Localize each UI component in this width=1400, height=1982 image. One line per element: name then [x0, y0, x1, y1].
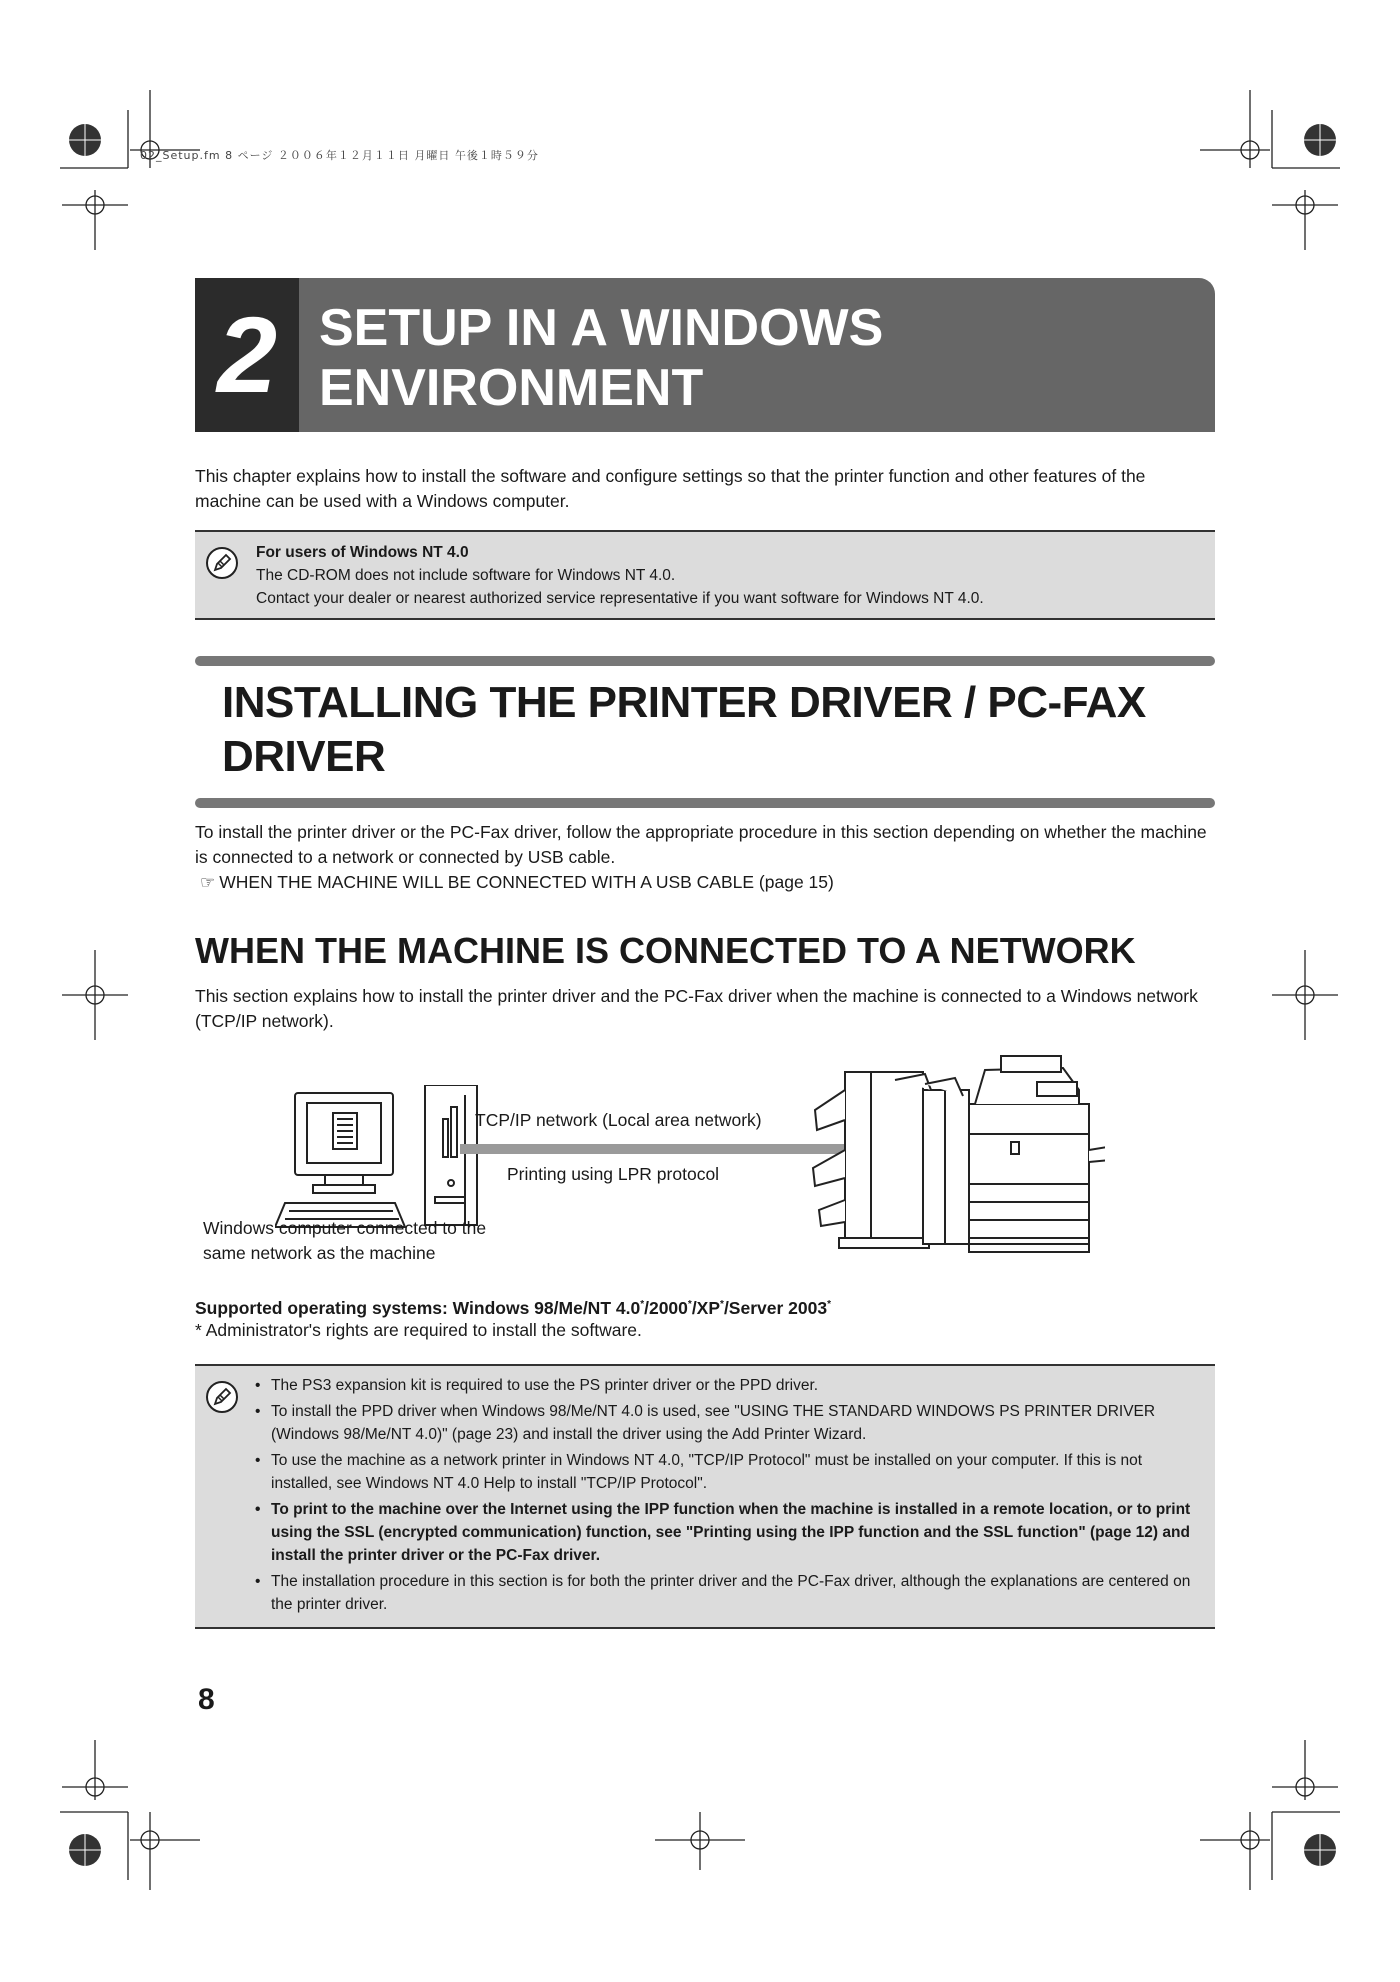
chapter-intro-text: This chapter explains how to install the software and configure settings so that the printer function and other features of the machine can be used with a Windows computer.: [195, 466, 1146, 511]
chapter-banner: [195, 278, 1215, 432]
note-list-item: • To print to the machine over the Internet using the IPP function when the machine is installed in a remote location, or to print using the SSL (encrypted communication) function, see "Printing using the IPP function and the SSL function" (page 12) and install the printer driver or the PC-Fax driver.: [255, 1498, 1205, 1567]
note-list-item: • The installation procedure in this section is for both the printer driver and the PC-Fax driver, although the explanations are centered on the printer driver.: [255, 1570, 1205, 1616]
os-footnote-marker: *: [720, 1299, 724, 1310]
hand-pointer-icon: ☞: [200, 873, 216, 892]
note-list-item: • To install the PPD driver when Windows 98/Me/NT 4.0 is used, see "USING THE STANDARD WINDOWS PS PRINTER DRIVER (Windows 98/Me/NT 4.0)" (page 23) and install the driver using the Add Printer Wizard.: [255, 1400, 1205, 1446]
note-line: The CD-ROM does not include software for Windows NT 4.0.: [256, 567, 676, 584]
computer-caption-line2: same network as the machine: [203, 1243, 436, 1263]
computer-caption: [203, 1216, 486, 1266]
os-footnote-marker: *: [827, 1299, 831, 1310]
supported-os-line: [195, 1292, 831, 1321]
admin-rights-note: * Administrator's rights are required to install the software.: [195, 1320, 642, 1340]
os-prefix: Supported operating systems: Windows 98/Me/NT 4.0: [195, 1297, 641, 1318]
subsection-title: WHEN THE MACHINE IS CONNECTED TO A NETWORK: [195, 930, 1136, 971]
note-box-nt4: [195, 530, 1215, 620]
os-footnote-marker: *: [687, 1299, 692, 1310]
usb-reference-link[interactable]: [200, 870, 834, 895]
section-rule-bottom: [195, 798, 1215, 808]
section-rule-top: [195, 656, 1215, 666]
chapter-title-line1: SETUP IN A WINDOWS: [319, 299, 884, 357]
installation-notes-list: [255, 1374, 1205, 1619]
tcpip-network-label: TCP/IP network (Local area network): [475, 1110, 762, 1130]
section-title-line2: DRIVER: [222, 732, 386, 781]
computer-caption-line1: Windows computer connected to the: [203, 1218, 487, 1238]
subsection-body-text: This section explains how to install the printer driver and the PC-Fax driver when the machine is connected to a Windows network (TCP/IP network).: [195, 986, 1198, 1031]
chapter-title-line2: ENVIRONMENT: [319, 359, 704, 417]
pencil-note-icon: [205, 1380, 239, 1414]
section-body-text: To install the printer driver or the PC-Fax driver, follow the appropriate procedure in this section depending on whether the machine is connected to a network or connected by USB cable.: [195, 822, 1207, 867]
note-list-item: • To use the machine as a network printer in Windows NT 4.0, "TCP/IP Protocol" must be installed on your computer. If this is not installed, see Windows NT 4.0 Help to install "TCP/IP Protocol".: [255, 1449, 1205, 1495]
note-box-nt4-text: [256, 541, 984, 610]
section-title-line1: INSTALLING THE PRINTER DRIVER / PC-FAX: [222, 678, 1146, 727]
chapter-number-box: [195, 278, 299, 432]
file-header-stamp: 02_Setup.fm 8 ページ ２００６年１２月１１日 月曜日 午後１時５９分: [140, 149, 539, 162]
section-title: [222, 676, 1202, 784]
multifunction-printer-illustration: [805, 1050, 1105, 1260]
chapter-number: 2: [216, 294, 278, 415]
note-list-item: • The PS3 expansion kit is required to use the PS printer driver or the PPD driver.: [255, 1374, 1205, 1397]
os-footnote-marker: *: [640, 1299, 645, 1310]
os-xp: /XP: [691, 1297, 721, 1318]
os-2000: /2000: [644, 1297, 688, 1318]
usb-reference-text: WHEN THE MACHINE WILL BE CONNECTED WITH A USB CABLE (page 15): [219, 872, 834, 892]
lpr-protocol-label: Printing using LPR protocol: [507, 1164, 720, 1184]
chapter-title: [319, 298, 883, 418]
pencil-note-icon: [205, 546, 239, 580]
note-line: Contact your dealer or nearest authorized service representative if you want software for Windows NT 4.0.: [256, 590, 984, 607]
network-diagram: [195, 1050, 1215, 1270]
page-number: 8: [198, 1683, 215, 1716]
note-heading: For users of Windows NT 4.0: [256, 544, 469, 561]
os-server-2003: /Server 2003: [723, 1297, 828, 1318]
note-box-installation: [195, 1364, 1215, 1629]
